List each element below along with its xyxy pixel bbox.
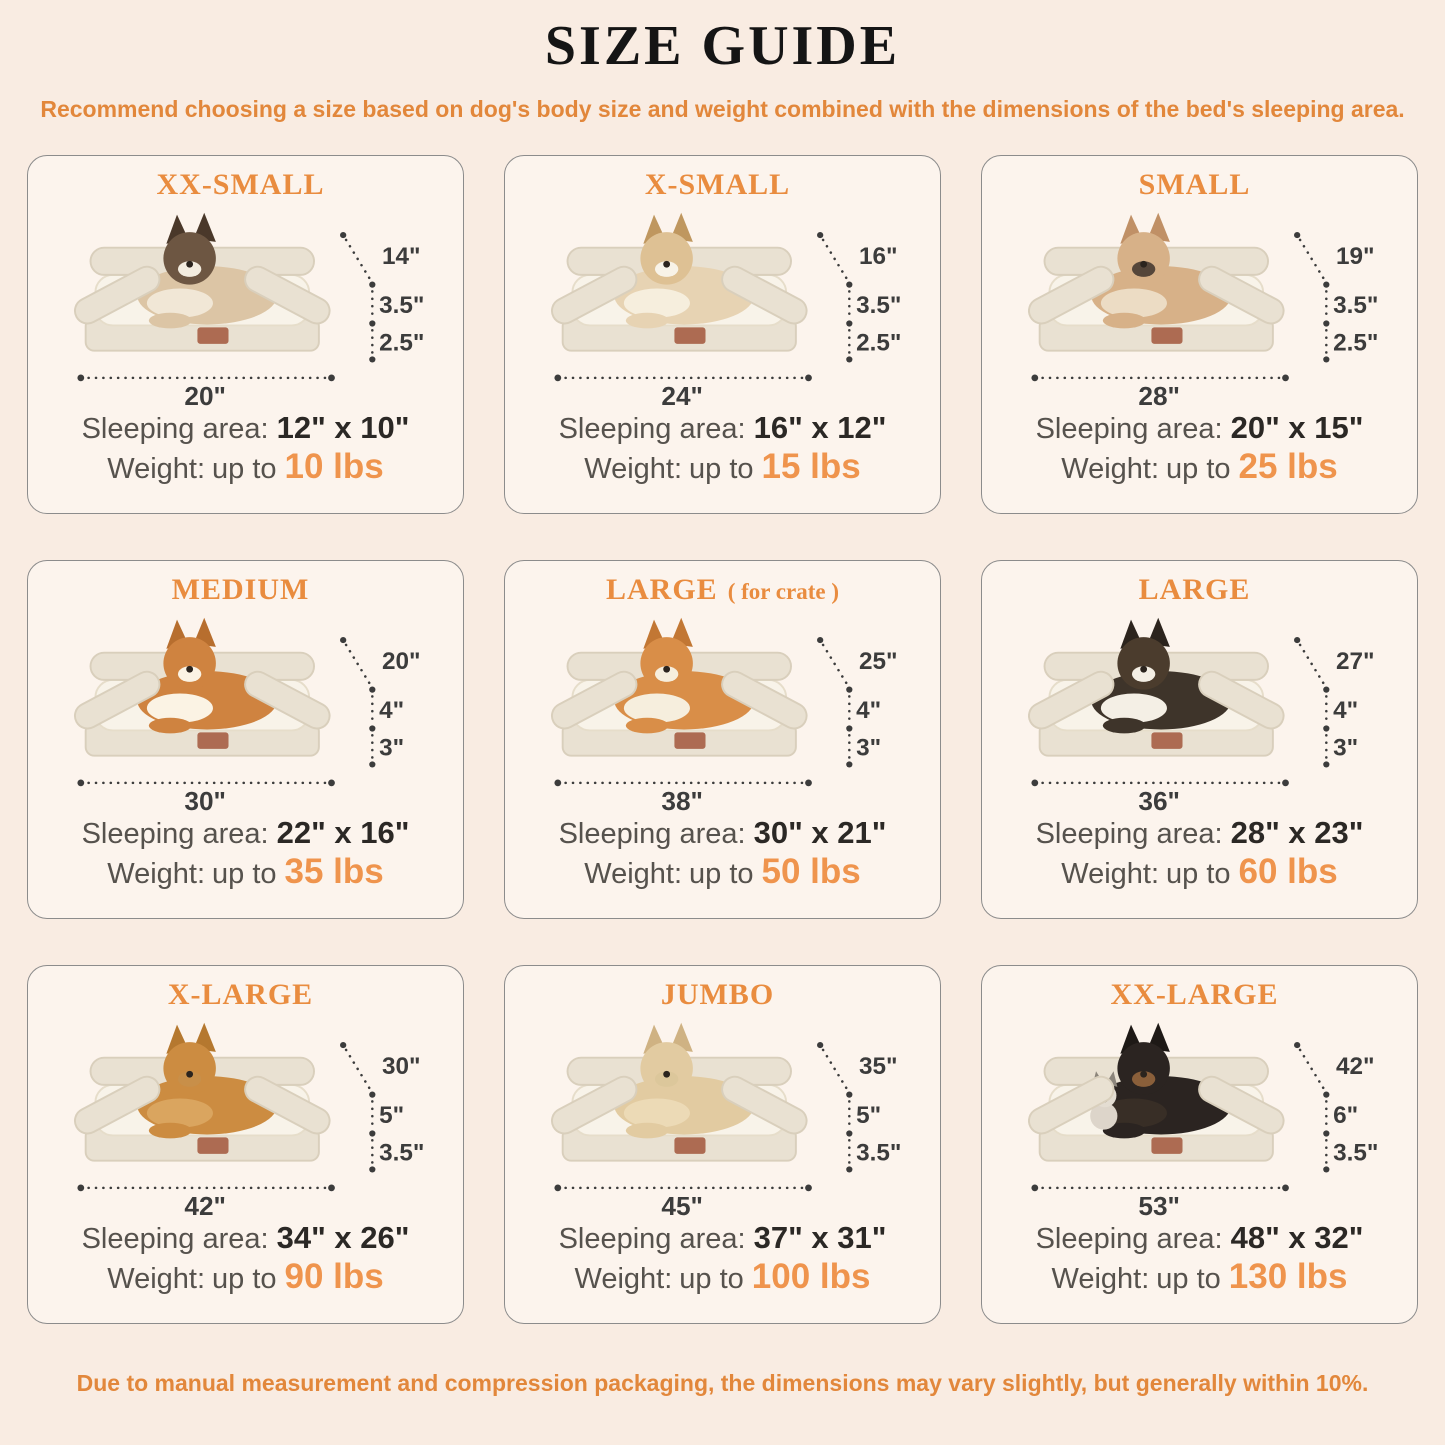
size-card [981,560,1418,919]
weight-value: 25 lbs [1238,446,1338,486]
upper-height-dimension-label: 3.5" [1332,291,1378,319]
brand-label-patch [1151,732,1182,749]
weight-line [1052,1258,1348,1298]
photo-corgi [44,608,448,814]
weight-line [575,1258,871,1298]
sleeping-area-line [559,409,887,448]
diagonal-dimension-label: 19" [1335,242,1375,270]
pet-nose [663,260,670,267]
photo-shih-tzu [521,203,925,409]
upper-height-dimension-label: 4" [1332,696,1358,724]
sleeping-area-line [82,409,410,448]
size-card [27,560,464,919]
sleeping-area-value: 37" x 31" [753,1219,887,1255]
up-to-label: up to [212,1262,277,1295]
weight-label: Weight: [584,452,683,485]
brand-label-patch [674,327,705,344]
photo-rottweiler-and-chihuahua [998,1013,1402,1219]
sleeping-area-label: Sleeping area: [558,817,746,850]
upper-height-dimension-label: 5" [855,1101,881,1129]
sleeping-area-label: Sleeping area: [81,817,269,850]
weight-value: 100 lbs [751,1256,871,1296]
weight-value: 50 lbs [761,851,861,891]
brand-label-patch [1151,327,1182,344]
upper-height-dimension-label: 4" [855,696,881,724]
upper-height-dimension-label: 4" [378,696,404,724]
brand-label-patch [674,732,705,749]
size-card [504,560,941,919]
size-name: XX-LARGE [1110,977,1279,1011]
size-name: LARGE [1138,572,1251,606]
size-card-title [606,573,839,606]
sleeping-area-label: Sleeping area: [81,412,269,445]
weight-value: 10 lbs [284,446,384,486]
lower-height-dimension-label: 2.5" [855,329,901,357]
photo-border-collie [998,608,1402,814]
sleeping-area-value: 12" x 10" [276,409,410,445]
diagonal-dimension-label: 27" [1335,647,1375,675]
size-card [27,965,464,1324]
sleeping-area-value: 28" x 23" [1230,814,1364,850]
lower-height-dimension-label: 2.5" [378,329,424,357]
size-card [504,965,941,1324]
sleeping-area-value: 16" x 12" [753,409,887,445]
brand-label-patch [197,732,228,749]
diagonal-dimension-label: 30" [381,1052,421,1080]
size-card-title [172,573,320,606]
brand-label-patch [1151,1137,1182,1154]
size-card-title [1139,573,1261,606]
sleeping-area-label: Sleeping area: [1035,412,1223,445]
size-card [981,155,1418,514]
sleeping-area-label: Sleeping area: [558,412,746,445]
weight-line [584,853,861,893]
upper-height-dimension-label: 3.5" [378,291,424,319]
sleeping-area-line [559,1219,887,1258]
brand-label-patch [674,1137,705,1154]
weight-line [1061,853,1338,893]
lower-height-dimension-label: 3" [1332,734,1358,762]
width-dimension-label: 42" [183,1190,226,1219]
up-to-label: up to [212,452,277,485]
size-card-title [156,168,334,201]
sleeping-area-value: 22" x 16" [276,814,410,850]
up-to-label: up to [212,857,277,890]
size-card [504,155,941,514]
size-name: X-SMALL [644,167,791,201]
diagonal-dimension-label: 35" [858,1052,898,1080]
weight-value: 60 lbs [1238,851,1338,891]
sleeping-area-value: 30" x 21" [753,814,887,850]
weight-label: Weight: [1061,857,1160,890]
sleeping-area-label: Sleeping area: [81,1222,269,1255]
upper-height-dimension-label: 3.5" [855,291,901,319]
size-name: LARGE [606,572,718,606]
weight-line [107,853,384,893]
width-dimension-label: 28" [1137,380,1180,409]
sleeping-area-label: Sleeping area: [558,1222,746,1255]
size-card-title [645,168,800,201]
up-to-label: up to [1156,1262,1221,1295]
pet-nose [663,665,670,672]
diagonal-dimension-label: 42" [1335,1052,1375,1080]
lower-height-dimension-label: 3.5" [855,1139,901,1167]
size-card [981,965,1418,1324]
sleeping-area-line [1036,814,1364,853]
pet-nose [1140,260,1147,267]
page-subtitle: Recommend choosing a size based on dog's body size and weight combined with the dimensions of the bed's sleeping area. [40,95,1405,122]
width-dimension-label: 45" [660,1190,703,1219]
size-name: SMALL [1138,167,1251,201]
diagonal-dimension-label: 14" [381,242,421,270]
sleeping-area-label: Sleeping area: [1035,817,1223,850]
lower-height-dimension-label: 3" [855,734,881,762]
weight-label: Weight: [574,1262,673,1295]
weight-value: 35 lbs [284,851,384,891]
size-card [27,155,464,514]
photo-cat [44,203,448,409]
pet-nose [186,260,193,267]
weight-label: Weight: [107,452,206,485]
weight-label: Weight: [1061,452,1160,485]
size-card-title [168,978,323,1011]
sleeping-area-label: Sleeping area: [1035,1222,1223,1255]
size-name: JUMBO [660,977,775,1011]
width-dimension-label: 38" [660,785,703,814]
sleeping-area-line [82,1219,410,1258]
width-dimension-label: 53" [1137,1190,1180,1219]
weight-line [1061,448,1338,488]
width-dimension-label: 36" [1137,785,1180,814]
photo-shiba-inu [521,608,925,814]
photo-labrador [521,1013,925,1219]
width-dimension-label: 24" [660,380,703,409]
brand-label-patch [197,327,228,344]
lower-height-dimension-label: 3" [378,734,404,762]
diagonal-dimension-label: 16" [858,242,898,270]
weight-line [584,448,861,488]
weight-line [107,1258,384,1298]
width-dimension-label: 30" [183,785,226,814]
size-name: XX-SMALL [156,167,325,201]
pet-nose [186,665,193,672]
pet-nose [663,1070,670,1077]
brand-label-patch [197,1137,228,1154]
lower-height-dimension-label: 3.5" [378,1139,424,1167]
diagonal-dimension-label: 25" [858,647,898,675]
sleeping-area-value: 48" x 32" [1230,1219,1364,1255]
diagonal-dimension-label: 20" [381,647,421,675]
weight-value: 15 lbs [761,446,861,486]
size-name: MEDIUM [171,572,310,606]
up-to-label: up to [679,1262,744,1295]
up-to-label: up to [689,857,754,890]
weight-label: Weight: [107,857,206,890]
sleeping-area-line [1036,409,1364,448]
sleeping-area-line [1036,1219,1364,1258]
size-card-title [1110,978,1288,1011]
size-name-note: ( for crate ) [727,578,839,604]
up-to-label: up to [1166,857,1231,890]
pet-nose [1140,1070,1147,1077]
sleeping-area-line [82,814,410,853]
pet-nose [186,1070,193,1077]
weight-label: Weight: [584,857,683,890]
lower-height-dimension-label: 2.5" [1332,329,1378,357]
up-to-label: up to [689,452,754,485]
size-cards-grid [0,155,1445,1324]
weight-label: Weight: [107,1262,206,1295]
photo-golden-retriever [44,1013,448,1219]
sleeping-area-value: 34" x 26" [276,1219,410,1255]
weight-line [107,448,384,488]
sleeping-area-line [559,814,887,853]
up-to-label: up to [1166,452,1231,485]
photo-french-bulldog [998,203,1402,409]
upper-height-dimension-label: 6" [1332,1101,1358,1129]
width-dimension-label: 20" [183,380,226,409]
weight-label: Weight: [1051,1262,1150,1295]
weight-value: 90 lbs [284,1256,384,1296]
size-card-title [1139,168,1261,201]
weight-value: 130 lbs [1228,1256,1348,1296]
size-name: X-LARGE [167,977,314,1011]
lower-height-dimension-label: 3.5" [1332,1139,1378,1167]
pet-nose [1140,665,1147,672]
size-card-title [661,978,784,1011]
upper-height-dimension-label: 5" [378,1101,404,1129]
footer-note: Due to manual measurement and compression packaging, the dimensions may vary slightly, but generally within 10%. [76,1369,1369,1396]
page-title: SIZE GUIDE [544,15,901,77]
sleeping-area-value: 20" x 15" [1230,409,1364,445]
